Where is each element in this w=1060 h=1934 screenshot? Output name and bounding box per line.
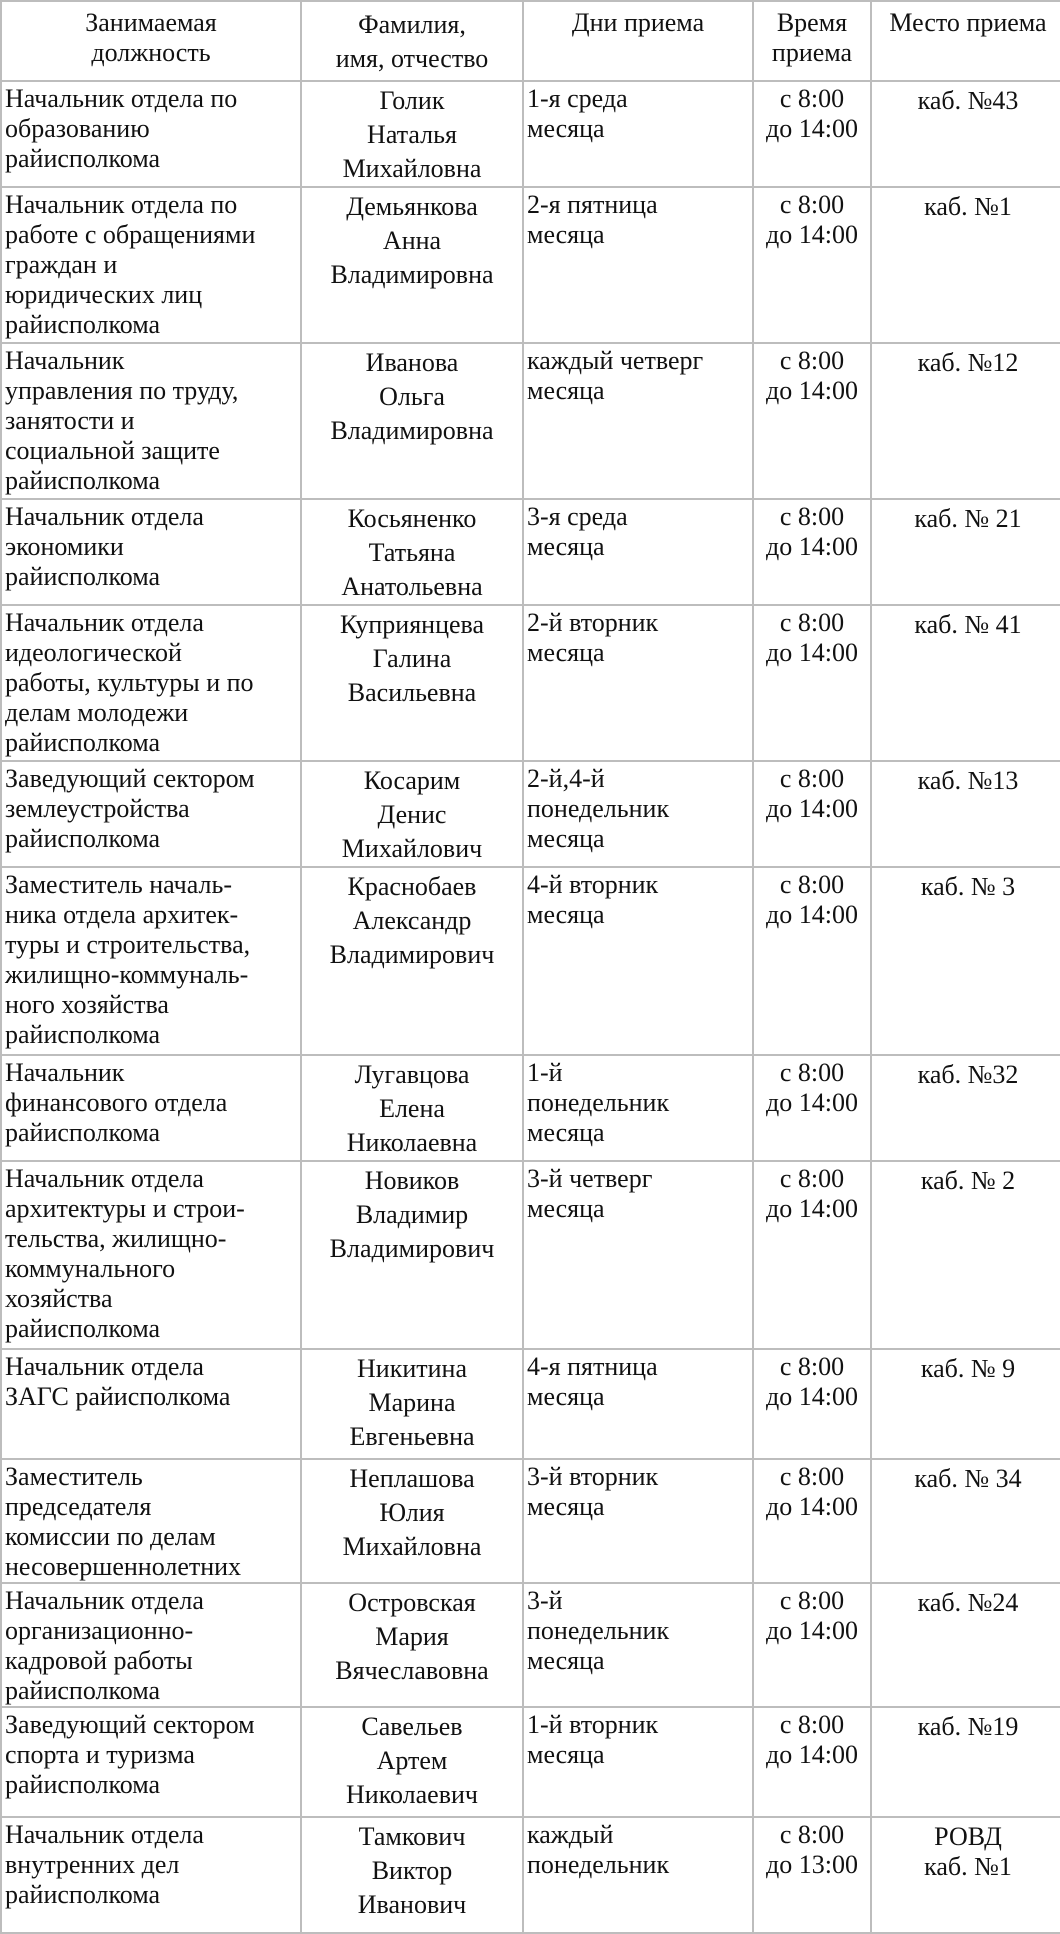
cell-days-text: 2-й,4-й понедельник месяца: [527, 764, 670, 853]
cell-name: [301, 1707, 523, 1817]
cell-time: [753, 187, 871, 343]
table-row: [1, 1583, 1060, 1707]
cell-position: [1, 1459, 301, 1583]
cell-days-text: 2-я пятница месяца: [527, 190, 658, 249]
cell-position-text: Начальник отдела ЗАГС райисполкома: [5, 1352, 231, 1411]
cell-days-text: 1-я среда месяца: [527, 84, 628, 143]
cell-position: [1, 1349, 301, 1459]
cell-days: [523, 1817, 753, 1933]
cell-time-text: с 8:00 до 14:00: [766, 1058, 858, 1117]
cell-position-text: Начальник отдела по работе с обращениями граждан и юридических лиц райисполкома: [5, 190, 256, 339]
cell-name-text: Голик Наталья Михайловна: [342, 86, 482, 183]
cell-time-text: с 8:00 до 13:00: [766, 1820, 858, 1879]
cell-place-text: каб. №13: [917, 766, 1019, 795]
cell-days: [523, 605, 753, 761]
cell-position-text: Начальник отдела организационно- кадровой работы райисполкома: [5, 1586, 204, 1705]
cell-place-text: каб. № 21: [914, 504, 1022, 533]
cell-days: [523, 343, 753, 499]
cell-days-text: 3-й вторник месяца: [527, 1462, 659, 1521]
cell-name-text: Иванова Ольга Владимировна: [330, 348, 494, 445]
cell-time-text: с 8:00 до 14:00: [766, 346, 858, 405]
header-name: Фамилия, имя, отчество: [301, 1, 523, 81]
cell-time: [753, 605, 871, 761]
cell-name-text: Краснобаев Александр Владимирович: [329, 872, 495, 969]
cell-place-text: РОВД каб. №1: [924, 1822, 1012, 1881]
cell-days: [523, 761, 753, 867]
cell-position: [1, 81, 301, 187]
cell-name-text: Островская Мария Вячеславовна: [335, 1588, 489, 1685]
cell-position-text: Начальник отдела по образованию райисполкома: [5, 84, 238, 173]
cell-name-text: Савельев Артем Николаевич: [346, 1712, 478, 1809]
cell-days-text: 3-й четверг месяца: [527, 1164, 653, 1223]
cell-place-text: каб. №32: [917, 1060, 1019, 1089]
table-row: [1, 1707, 1060, 1817]
cell-days: [523, 187, 753, 343]
cell-time: [753, 1459, 871, 1583]
cell-name: [301, 1161, 523, 1349]
cell-place: [871, 1459, 1060, 1583]
cell-days: [523, 1459, 753, 1583]
cell-days: [523, 1707, 753, 1817]
cell-position: [1, 1055, 301, 1161]
cell-days: [523, 499, 753, 605]
cell-place: [871, 187, 1060, 343]
header-days: Дни приема: [523, 1, 753, 81]
cell-time: [753, 81, 871, 187]
table-header-row: [1, 1, 1060, 81]
table-row: [1, 1349, 1060, 1459]
cell-name-text: Косьяненко Татьяна Анатольевна: [341, 504, 483, 601]
cell-days-text: 1-й вторник месяца: [527, 1710, 659, 1769]
cell-time-text: с 8:00 до 14:00: [766, 190, 858, 249]
cell-time: [753, 1817, 871, 1933]
cell-time: [753, 1349, 871, 1459]
cell-place-text: каб. №19: [917, 1712, 1019, 1741]
cell-name: [301, 1583, 523, 1707]
cell-position-text: Начальник отдела внутренних дел райисполкома: [5, 1820, 204, 1909]
cell-days-text: 4-я пятница месяца: [527, 1352, 658, 1411]
cell-place: [871, 1349, 1060, 1459]
cell-time-text: с 8:00 до 14:00: [766, 764, 858, 823]
cell-position-text: Заведующий сектором землеустройства райисполкома: [5, 764, 255, 853]
cell-days-text: 4-й вторник месяца: [527, 870, 659, 929]
cell-time: [753, 1583, 871, 1707]
cell-days: [523, 81, 753, 187]
table-row: [1, 499, 1060, 605]
cell-place: [871, 1817, 1060, 1933]
cell-days: [523, 1161, 753, 1349]
table-row: [1, 761, 1060, 867]
cell-name-text: Никитина Марина Евгеньевна: [349, 1354, 475, 1451]
table-body: [1, 81, 1060, 1933]
cell-position: [1, 605, 301, 761]
cell-days: [523, 1583, 753, 1707]
cell-name-text: Новиков Владимир Владимирович: [329, 1166, 495, 1263]
table-row: [1, 343, 1060, 499]
cell-days: [523, 1055, 753, 1161]
cell-place-text: каб. №12: [917, 348, 1019, 377]
cell-name-text: Неплашова Юлия Михайловна: [342, 1464, 482, 1561]
cell-place: [871, 1707, 1060, 1817]
cell-time-text: с 8:00 до 14:00: [766, 84, 858, 143]
cell-time-text: с 8:00 до 14:00: [766, 1586, 858, 1645]
cell-position-text: Начальник финансового отдела райисполкома: [5, 1058, 228, 1147]
cell-place-text: каб. № 34: [914, 1464, 1022, 1493]
header-place: Место приема: [871, 1, 1060, 81]
cell-place: [871, 343, 1060, 499]
cell-time: [753, 343, 871, 499]
cell-name-text: Лугавцова Елена Николаевна: [346, 1060, 478, 1157]
table-row: [1, 81, 1060, 187]
cell-name-text: Тамкович Виктор Иванович: [357, 1822, 467, 1919]
cell-position-text: Заместитель началь- ника отдела архитек- туры и строительства, жилищно-коммуналь- ного хозяйства райисполкома: [5, 870, 251, 1049]
cell-name: [301, 1817, 523, 1933]
cell-time-text: с 8:00 до 14:00: [766, 870, 858, 929]
cell-position: [1, 1707, 301, 1817]
cell-days: [523, 867, 753, 1055]
cell-place: [871, 1161, 1060, 1349]
cell-position-text: Начальник отдела архитектуры и строи- тельства, жилищно- коммунального хозяйства райисполкома: [5, 1164, 245, 1343]
cell-name: [301, 499, 523, 605]
cell-days-text: 2-й вторник месяца: [527, 608, 659, 667]
cell-place-text: каб. № 2: [920, 1166, 1016, 1195]
cell-place-text: каб. №43: [917, 86, 1019, 115]
cell-position: [1, 1583, 301, 1707]
cell-name-text: Косарим Денис Михайлович: [341, 766, 483, 863]
cell-time: [753, 867, 871, 1055]
cell-name: [301, 1459, 523, 1583]
table-row: [1, 187, 1060, 343]
cell-place: [871, 1055, 1060, 1161]
cell-place: [871, 1583, 1060, 1707]
cell-name: [301, 81, 523, 187]
cell-days-text: каждый четверг месяца: [527, 346, 704, 405]
cell-position: [1, 1161, 301, 1349]
cell-position-text: Начальник отдела экономики райисполкома: [5, 502, 204, 591]
cell-place-text: каб. № 3: [920, 872, 1016, 901]
cell-name: [301, 1349, 523, 1459]
cell-time: [753, 1707, 871, 1817]
cell-position: [1, 761, 301, 867]
cell-time-text: с 8:00 до 14:00: [766, 1352, 858, 1411]
cell-time-text: с 8:00 до 14:00: [766, 1710, 858, 1769]
cell-place-text: каб. № 9: [920, 1354, 1016, 1383]
cell-place-text: каб. №24: [917, 1588, 1019, 1617]
cell-position: [1, 867, 301, 1055]
cell-position: [1, 343, 301, 499]
cell-place: [871, 761, 1060, 867]
cell-time: [753, 1161, 871, 1349]
cell-name-text: Куприянцева Галина Васильевна: [339, 610, 484, 707]
cell-days-text: 1-й понедельник месяца: [527, 1058, 670, 1147]
cell-days-text: 3-я среда месяца: [527, 502, 628, 561]
table-row: [1, 1817, 1060, 1933]
cell-days-text: 3-й понедельник месяца: [527, 1586, 670, 1675]
header-position: Занимаемая должность: [1, 1, 301, 81]
cell-name: [301, 867, 523, 1055]
cell-position-text: Заведующий сектором спорта и туризма райисполкома: [5, 1710, 255, 1799]
cell-name: [301, 761, 523, 867]
table-row: [1, 605, 1060, 761]
cell-place: [871, 499, 1060, 605]
cell-time-text: с 8:00 до 14:00: [766, 1462, 858, 1521]
cell-place-text: каб. № 41: [914, 610, 1022, 639]
header-time: Время приема: [753, 1, 871, 81]
cell-time: [753, 1055, 871, 1161]
cell-position: [1, 187, 301, 343]
cell-name-text: Демьянкова Анна Владимировна: [330, 192, 494, 289]
cell-time-text: с 8:00 до 14:00: [766, 608, 858, 667]
cell-position-text: Заместитель председателя комиссии по делам несовершеннолетних: [5, 1462, 242, 1581]
cell-name: [301, 1055, 523, 1161]
cell-time: [753, 499, 871, 605]
cell-time-text: с 8:00 до 14:00: [766, 1164, 858, 1223]
cell-time-text: с 8:00 до 14:00: [766, 502, 858, 561]
cell-days: [523, 1349, 753, 1459]
cell-position: [1, 1817, 301, 1933]
cell-time: [753, 761, 871, 867]
cell-name: [301, 187, 523, 343]
cell-place: [871, 605, 1060, 761]
table-row: [1, 867, 1060, 1055]
cell-name: [301, 605, 523, 761]
cell-position-text: Начальник управления по труду, занятости и социальной защите райисполкома: [5, 346, 239, 495]
table-row: [1, 1055, 1060, 1161]
cell-place-text: каб. №1: [924, 192, 1012, 221]
cell-place: [871, 867, 1060, 1055]
cell-position-text: Начальник отдела идеологической работы, культуры и по делам молодежи райисполкома: [5, 608, 254, 757]
cell-days-text: каждый понедельник: [527, 1820, 670, 1879]
cell-name: [301, 343, 523, 499]
cell-position: [1, 499, 301, 605]
cell-place: [871, 81, 1060, 187]
table-row: [1, 1161, 1060, 1349]
table-row: [1, 1459, 1060, 1583]
